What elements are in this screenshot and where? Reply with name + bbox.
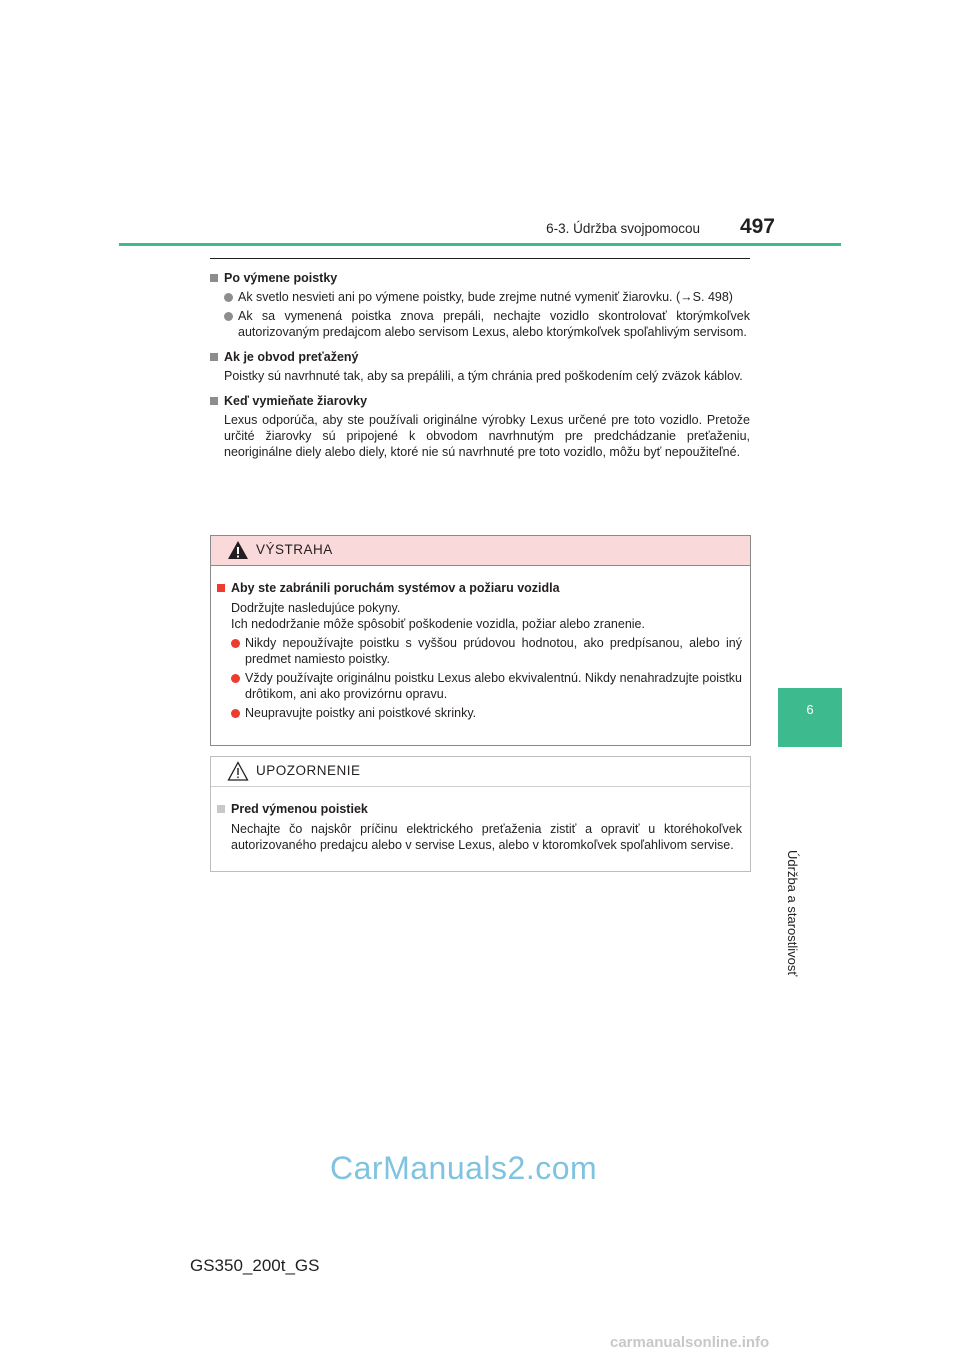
list-item: Ak svetlo nesvieti ani po výmene poistky, bude zrejme nutné vymeniť žiarovku. (→S. 498) — [210, 289, 750, 305]
list-item: Neupravujte poistky ani poistkové skrinky. — [217, 705, 742, 721]
section-title: 6-3. Údržba svojpomocou — [546, 221, 700, 236]
section-heading: Po výmene poistky — [210, 270, 750, 286]
caution-text: Nechajte čo najskôr príčinu elektrického preťaženia zistiť a opraviť u ktoréhokoľvek autorizovaného predajcu alebo v servise Lexus, alebo v ktoromkoľvek spoľahlivom servise. — [231, 822, 742, 852]
warning-heading: Aby ste zabránili poruchám systémov a požiaru vozidla — [217, 580, 742, 596]
square-bullet-icon — [210, 353, 218, 361]
section-heading: Keď vymieňate žiarovky — [210, 393, 750, 409]
square-bullet-icon — [210, 397, 218, 405]
round-bullet-icon — [231, 674, 240, 683]
caution-box — [210, 756, 751, 872]
caution-heading: Pred výmenou poistiek — [217, 801, 742, 817]
caution-triangle-icon — [227, 761, 249, 781]
header-rule — [119, 243, 841, 246]
square-bullet-icon — [210, 274, 218, 282]
watermark-secondary: carmanualsonline.info — [610, 1334, 770, 1351]
caution-body — [211, 787, 750, 853]
warning-intro: Dodržujte nasledujúce pokyny. Ich nedodržanie môže spôsobiť poškodenie vozidla, požiar alebo zranenie. — [231, 601, 645, 631]
chapter-tab — [778, 688, 842, 747]
round-bullet-icon — [224, 293, 233, 302]
list-item: Nikdy nepoužívajte poistku s vyššou prúdovou hodnotou, ako predpísanou, alebo iný predmet namiesto poistky. — [217, 635, 742, 667]
square-bullet-icon — [217, 584, 225, 592]
page-number: 497 — [739, 215, 775, 238]
warning-triangle-icon — [227, 540, 249, 560]
main-content — [210, 270, 750, 463]
paragraph: Poistky sú navrhnuté tak, aby sa prepálili, a tým chránia pred poškodením celý zväzok káblov. — [224, 369, 743, 383]
chapter-number: 6 — [806, 702, 814, 717]
warning-label: VÝSTRAHA — [256, 542, 333, 557]
chapter-title: Údržba a starostlivosť — [785, 850, 800, 977]
model-code: GS350_200t_GS — [190, 1256, 320, 1275]
list-item: Vždy používajte originálnu poistku Lexus alebo ekvivalentnú. Nikdy nenahradzujte poistku drôtikom, ani ako provizórnu opravu. — [217, 670, 742, 702]
warning-body — [211, 566, 750, 721]
content-top-rule — [210, 258, 750, 259]
round-bullet-icon — [231, 639, 240, 648]
round-bullet-icon — [231, 709, 240, 718]
section-heading: Ak je obvod preťažený — [210, 349, 750, 365]
list-item: Ak sa vymenená poistka znova prepáli, nechajte vozidlo skontrolovať ktorýmkoľvek autorizovaným predajcom alebo servisom Lexus, alebo ktorýmkoľvek spoľahlivým servisom. — [210, 308, 750, 340]
warning-header — [211, 536, 750, 566]
caution-label: UPOZORNENIE — [256, 763, 361, 778]
paragraph: Lexus odporúča, aby ste používali originálne výrobky Lexus určené pre toto vozidlo. Pretože určité žiarovky sú pripojené k obvodom navrhnutým pre predchádzanie preťaženiu, neoriginálne diely alebo diely, ktoré nie sú navrhnuté pre toto vozidlo, môžu byť nepoužiteľné. — [224, 413, 750, 459]
watermark-primary: CarManuals2.com — [330, 1150, 598, 1186]
warning-box — [210, 535, 751, 746]
round-bullet-icon — [224, 312, 233, 321]
square-bullet-icon — [217, 805, 225, 813]
caution-header — [211, 757, 750, 787]
